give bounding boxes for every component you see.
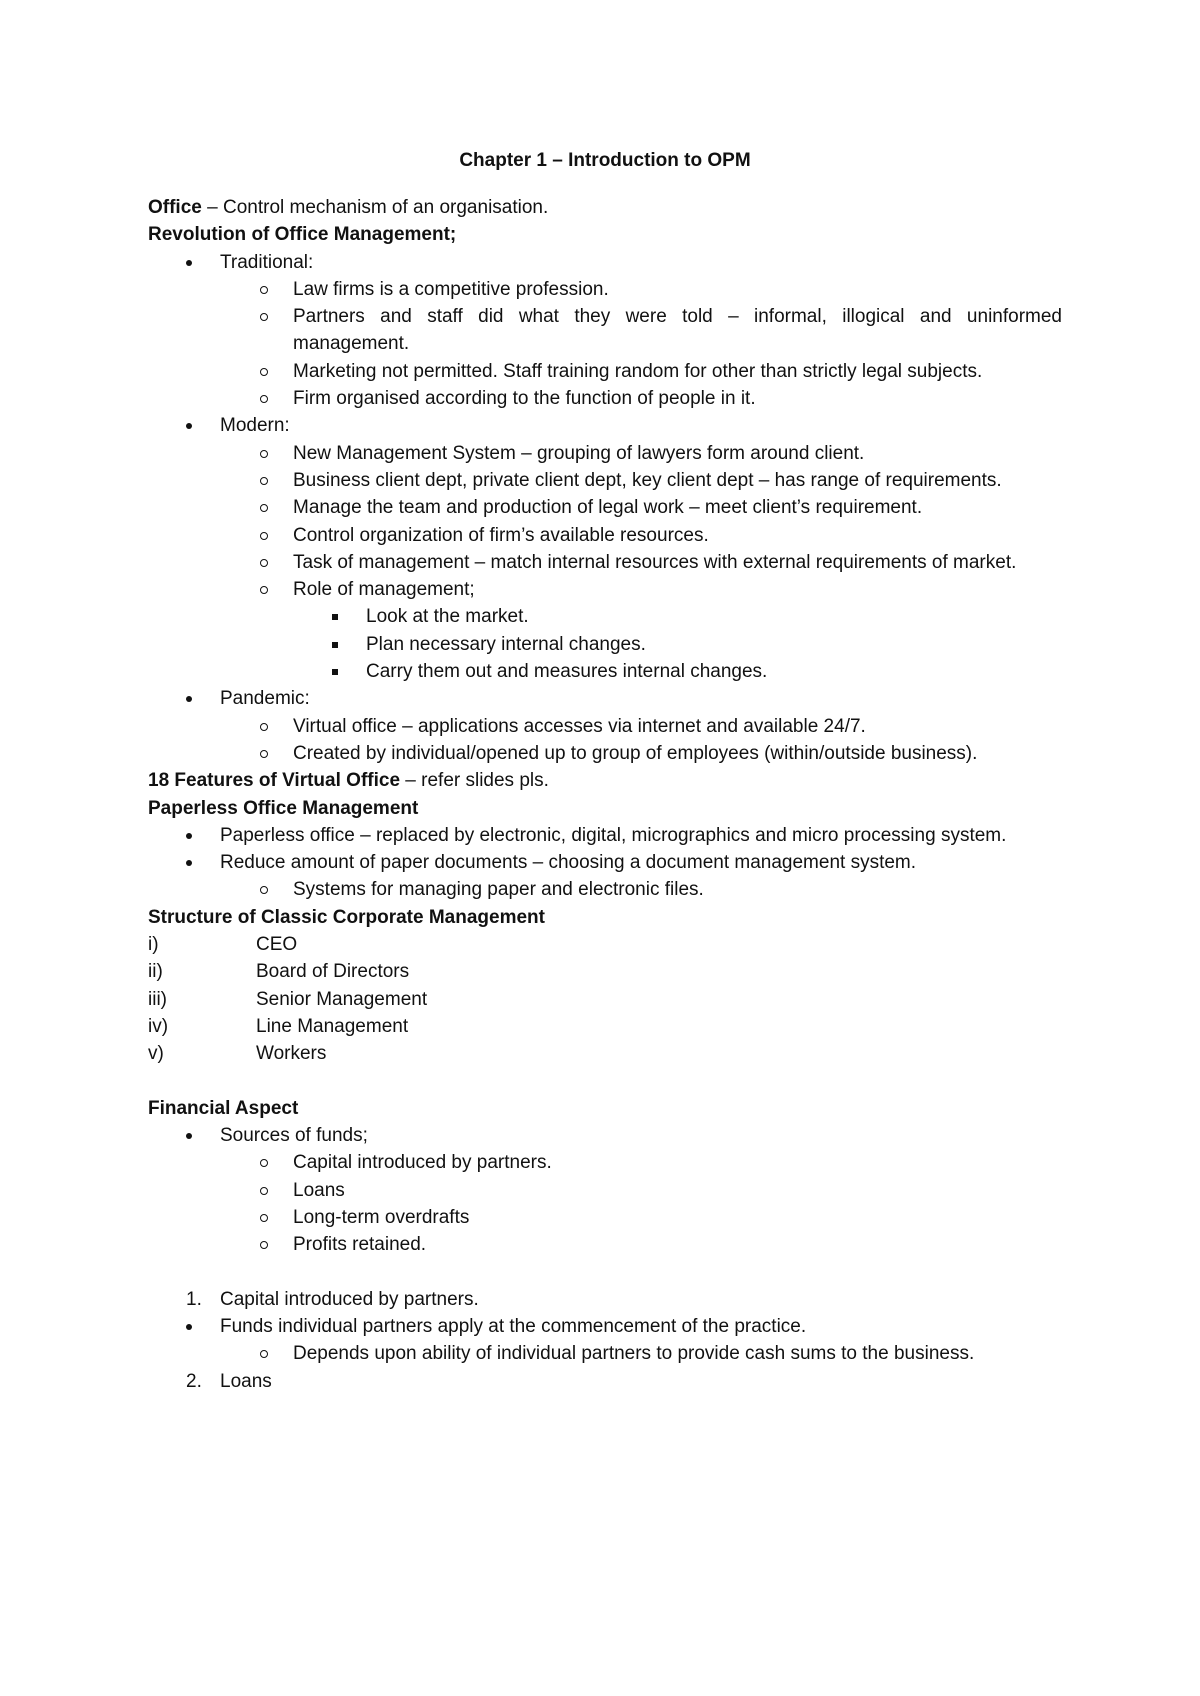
- list-item: [148, 685, 1062, 712]
- financial-heading: Financial Aspect: [148, 1097, 299, 1119]
- circle-bullet-icon: [260, 740, 268, 767]
- list-item: [148, 713, 1062, 740]
- structure-item: Board of Directors: [256, 961, 410, 983]
- pandemic-label: Pandemic:: [220, 688, 310, 710]
- modern-item: Task of management – match internal resources with external requirements of market.: [293, 551, 1017, 573]
- list-item: [148, 440, 1062, 467]
- list-number: 2.: [186, 1370, 202, 1392]
- bullet-icon: [186, 1122, 192, 1149]
- paperless-item: Reduce amount of paper documents – choosing a document management system.: [220, 852, 917, 874]
- features-line: [148, 767, 1062, 794]
- list-item: [148, 849, 1062, 876]
- features-text: – refer slides pls.: [400, 770, 549, 792]
- circle-bullet-icon: [260, 1340, 268, 1367]
- circle-bullet-icon: [260, 385, 268, 412]
- list-item: [148, 1177, 1062, 1204]
- role-item: Look at the market.: [366, 606, 529, 628]
- office-term: Office: [148, 197, 202, 218]
- list-item: [148, 1040, 1062, 1067]
- blank-line: [148, 1068, 1062, 1095]
- list-number: iii): [148, 988, 167, 1010]
- list-number: v): [148, 1043, 164, 1065]
- list-item: [148, 522, 1062, 549]
- list-number: iv): [148, 1015, 169, 1037]
- circle-bullet-icon: [260, 1177, 268, 1204]
- list-item: [148, 385, 1062, 412]
- list-item: [148, 1231, 1062, 1258]
- paperless-heading: Paperless Office Management: [148, 797, 419, 819]
- source-item: Profits retained.: [293, 1234, 427, 1256]
- pandemic-item: Created by individual/opened up to group of employees (within/outside business).: [293, 742, 978, 764]
- point-text: Capital introduced by partners.: [220, 1288, 479, 1310]
- office-definition: [148, 194, 1062, 221]
- list-item: [148, 1286, 1062, 1313]
- list-item: [148, 1149, 1062, 1176]
- page-title: Chapter 1 – Introduction to OPM: [459, 150, 751, 171]
- source-item: Long-term overdrafts: [293, 1206, 470, 1228]
- traditional-label: Traditional:: [220, 251, 314, 273]
- office-text: – Control mechanism of an organisation.: [201, 197, 549, 218]
- list-item: [148, 1340, 1062, 1367]
- circle-bullet-icon: [260, 876, 268, 903]
- point-bullet: Funds individual partners apply at the commencement of the practice.: [220, 1316, 807, 1338]
- point-sub-item: Depends upon ability of individual partners to provide cash sums to the business.: [293, 1343, 975, 1365]
- list-item: [148, 958, 1062, 985]
- list-item: [148, 658, 1062, 685]
- bullet-icon: [186, 412, 192, 439]
- paperless-item: Paperless office – replaced by electronic, digital, micrographics and micro processing system.: [220, 824, 1007, 846]
- list-item: [148, 1013, 1062, 1040]
- list-item: [148, 1368, 1062, 1395]
- list-number: 1.: [186, 1288, 202, 1310]
- paperless-sub-item: Systems for managing paper and electronic files.: [293, 879, 704, 901]
- circle-bullet-icon: [260, 576, 268, 603]
- list-item: [148, 931, 1062, 958]
- list-item: [148, 986, 1062, 1013]
- square-bullet-icon: [332, 658, 338, 685]
- list-item: [148, 303, 1062, 358]
- list-item: [148, 1313, 1062, 1340]
- traditional-item: Firm organised according to the function of people in it.: [293, 388, 756, 410]
- bullet-icon: [186, 849, 192, 876]
- circle-bullet-icon: [260, 1149, 268, 1176]
- structure-item: Line Management: [256, 1015, 409, 1037]
- modern-item: Manage the team and production of legal work – meet client’s requirement.: [293, 497, 923, 519]
- point-text: Loans: [220, 1370, 272, 1392]
- list-item: [148, 1204, 1062, 1231]
- circle-bullet-icon: [260, 713, 268, 740]
- circle-bullet-icon: [260, 303, 268, 330]
- sources-label: Sources of funds;: [220, 1125, 368, 1147]
- list-item: [148, 631, 1062, 658]
- list-item: [148, 876, 1062, 903]
- bullet-icon: [186, 249, 192, 276]
- list-item: [148, 358, 1062, 385]
- list-item: [148, 276, 1062, 303]
- revolution-heading: Revolution of Office Management;: [148, 224, 457, 246]
- bullet-icon: [186, 822, 192, 849]
- modern-item: Control organization of firm’s available resources.: [293, 524, 709, 546]
- traditional-item: Law firms is a competitive profession.: [293, 278, 609, 300]
- pandemic-item: Virtual office – applications accesses via internet and available 24/7.: [293, 715, 866, 737]
- circle-bullet-icon: [260, 440, 268, 467]
- list-item: [148, 494, 1062, 521]
- list-item: [148, 1122, 1062, 1149]
- list-item: [148, 249, 1062, 276]
- modern-item: Role of management;: [293, 579, 475, 601]
- role-item: Carry them out and measures internal changes.: [366, 661, 768, 683]
- list-item: [148, 603, 1062, 630]
- traditional-item: Partners and staff did what they were told – informal, illogical and uninformed management.: [293, 306, 1062, 355]
- modern-item: Business client dept, private client dept, key client dept – has range of requirements.: [293, 469, 1002, 491]
- source-item: Capital introduced by partners.: [293, 1152, 552, 1174]
- circle-bullet-icon: [260, 467, 268, 494]
- list-item: [148, 740, 1062, 767]
- square-bullet-icon: [332, 631, 338, 658]
- list-item: [148, 822, 1062, 849]
- role-item: Plan necessary internal changes.: [366, 633, 646, 655]
- modern-item: New Management System – grouping of lawyers form around client.: [293, 442, 865, 464]
- document-body: [148, 147, 1062, 1395]
- circle-bullet-icon: [260, 522, 268, 549]
- structure-item: Senior Management: [256, 988, 428, 1010]
- list-number: i): [148, 934, 159, 956]
- features-term: 18 Features of Virtual Office: [148, 770, 401, 792]
- square-bullet-icon: [332, 603, 338, 630]
- circle-bullet-icon: [260, 549, 268, 576]
- circle-bullet-icon: [260, 1204, 268, 1231]
- structure-item: Workers: [256, 1043, 327, 1065]
- bullet-icon: [186, 685, 192, 712]
- structure-heading: Structure of Classic Corporate Management: [148, 906, 545, 928]
- circle-bullet-icon: [260, 494, 268, 521]
- list-item: [148, 412, 1062, 439]
- blank-line: [148, 1259, 1062, 1286]
- list-item: [148, 576, 1062, 603]
- circle-bullet-icon: [260, 358, 268, 385]
- list-item: [148, 549, 1062, 576]
- circle-bullet-icon: [260, 1231, 268, 1258]
- list-number: ii): [148, 961, 163, 983]
- structure-item: CEO: [256, 934, 298, 956]
- bullet-icon: [186, 1313, 192, 1340]
- traditional-item: Marketing not permitted. Staff training random for other than strictly legal subjects.: [293, 360, 983, 382]
- circle-bullet-icon: [260, 276, 268, 303]
- list-item: [148, 467, 1062, 494]
- source-item: Loans: [293, 1179, 345, 1201]
- modern-label: Modern:: [220, 415, 290, 437]
